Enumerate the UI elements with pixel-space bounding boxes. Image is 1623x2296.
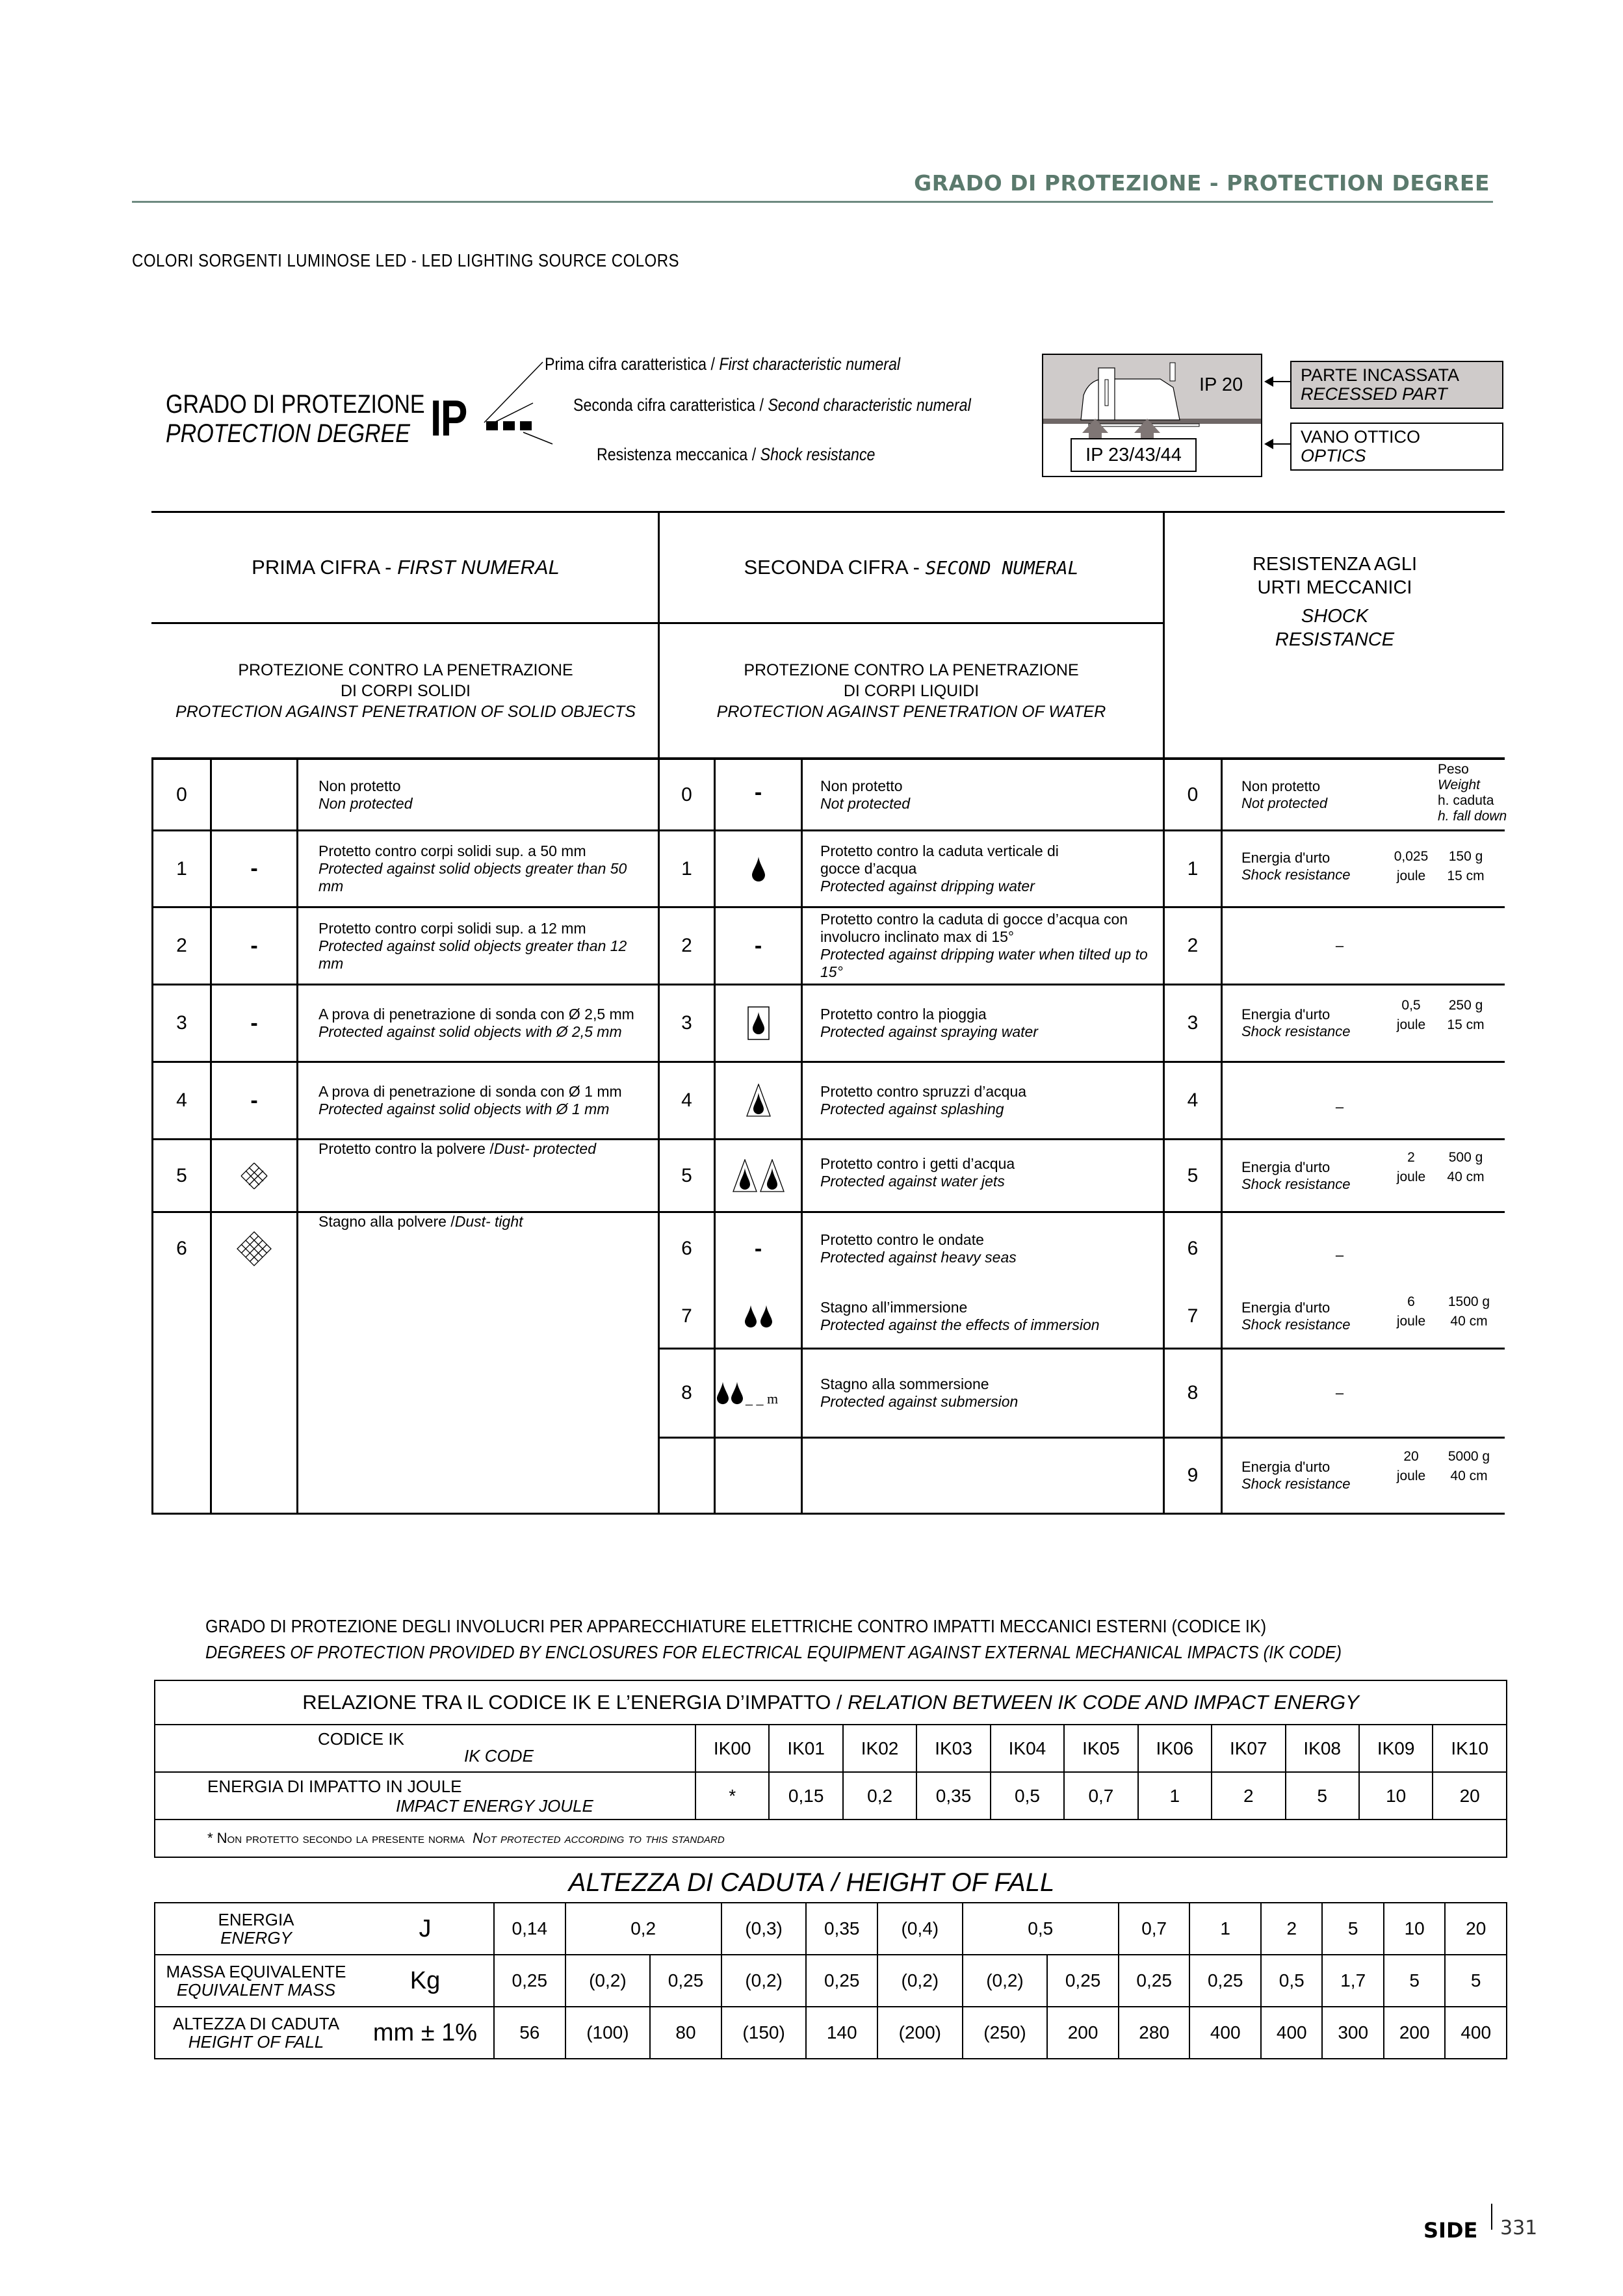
- page-number: 331: [1500, 2217, 1538, 2239]
- fall-mass: 0,25: [1047, 1955, 1119, 2007]
- dash-icon: -: [754, 779, 762, 805]
- drop-in-triangle-icon: [716, 1063, 801, 1138]
- ik-code: IK09: [1359, 1725, 1433, 1772]
- dust-tight-icon: [212, 1213, 296, 1285]
- shock-weight-height: 1500 g 40 cm: [1448, 1294, 1490, 1329]
- optics-rating-label: IP 23/43/44: [1071, 438, 1197, 472]
- ik-code: IK04: [991, 1725, 1064, 1772]
- ik-energy: 0,15: [769, 1772, 842, 1820]
- fall-energy: 5: [1322, 1903, 1383, 1955]
- fall-mass: 0,25: [1189, 1955, 1261, 2007]
- dash-icon: -: [250, 1010, 258, 1036]
- ik-codes-row: [155, 1725, 1507, 1772]
- shock-desc: Energia d'urto Shock resistance: [1241, 850, 1351, 883]
- fall-height: 400: [1261, 2007, 1322, 2059]
- dash-icon: -: [754, 1236, 762, 1261]
- liquid-desc: Protetto contro la caduta verticale di gocce d’acqua Protected against dripping water: [820, 842, 1059, 894]
- fall-mass: (0,2): [721, 1955, 807, 2007]
- solid-digit: 5: [176, 1164, 187, 1186]
- ik-code: IK00: [695, 1725, 769, 1772]
- shock-desc: Energia d'urto Shock resistance: [1241, 1299, 1351, 1333]
- liquid-digit: 8: [681, 1382, 692, 1403]
- page-subtitle: COLORI SORGENTI LUMINOSE LED - LED LIGHTING SOURCE COLORS: [132, 250, 680, 270]
- shock-none: –: [1335, 937, 1344, 954]
- liquid-digit: 4: [681, 1089, 692, 1111]
- fall-mass: 0,5: [1261, 1955, 1322, 2007]
- first-numeral-header: PRIMA CIFRA - FIRST NUMERAL: [252, 556, 560, 579]
- shock-column-legend: Peso Weight h. caduta h. fall down: [1438, 762, 1507, 824]
- fall-height: (150): [721, 2007, 807, 2059]
- ip-legend-second-numeral: Seconda cifra caratteristica / Second characteristic numeral: [573, 395, 971, 415]
- ip-legend-label-en: PROTECTION DEGREE: [166, 419, 410, 448]
- liquid-digit: 2: [681, 935, 692, 956]
- shock-digit: 7: [1187, 1305, 1199, 1327]
- ip-legend-first-numeral: Prima cifra caratteristica / First characteristic numeral: [545, 354, 901, 374]
- ip-code: IP: [430, 389, 467, 447]
- dash-icon: -: [250, 1088, 258, 1113]
- ik-energy: 1: [1138, 1772, 1212, 1820]
- fall-energy: 0,35: [806, 1903, 877, 1955]
- fall-energy: 1: [1189, 1903, 1261, 1955]
- second-numeral-header: SECONDA CIFRA - SECOND NUMERAL: [744, 556, 1079, 579]
- fall-mass: 5: [1384, 1955, 1445, 2007]
- liquid-desc: Stagno alla sommersione Protected against submersion: [820, 1376, 1019, 1410]
- solid-digit: 2: [176, 935, 187, 956]
- fall-height: 400: [1189, 2007, 1261, 2059]
- fall-mass: 0,25: [494, 1955, 565, 2007]
- solid-desc: Stagno alla polvere / Dust- tight: [318, 1213, 523, 1230]
- shock-weight-height: 250 g 15 cm: [1447, 998, 1485, 1032]
- solid-digit: 6: [176, 1238, 187, 1259]
- shock-none: –: [1335, 1247, 1344, 1263]
- ik-code: IK08: [1286, 1725, 1359, 1772]
- drop-in-square-icon: [716, 985, 801, 1061]
- fall-unit: J: [357, 1903, 494, 1955]
- shock-digit: 2: [1187, 935, 1199, 956]
- header-divider: [132, 201, 1493, 203]
- liquid-desc: Protetto contro spruzzi d’acqua Protected against splashing: [820, 1083, 1027, 1117]
- liquid-digit: 5: [681, 1164, 692, 1186]
- ik-code-label: CODICE IK IK CODE: [155, 1725, 695, 1772]
- shock-digit: 1: [1187, 857, 1199, 880]
- fall-mass: 5: [1445, 1955, 1507, 2007]
- liquid-digit: 1: [681, 857, 692, 880]
- ik-footnote: * Non protetto secondo la presente norma Not protected according to this standard: [155, 1820, 1507, 1857]
- ik-energy: 2: [1212, 1772, 1285, 1820]
- fall-mass: 0,25: [1119, 1955, 1190, 2007]
- dust-protected-icon: [212, 1140, 296, 1211]
- fall-height: 200: [1047, 2007, 1119, 2059]
- solid-desc: Protetto contro corpi solidi sup. a 12 mm Protected against solid objects greater than 12 mm: [318, 919, 627, 972]
- shock-desc: Non protetto Not protected: [1241, 777, 1328, 811]
- shock-energy: 6 joule: [1396, 1294, 1426, 1329]
- solid-desc: A prova di penetrazione di sonda con Ø 2,5 mm Protected against solid objects with Ø 2,5 mm: [318, 1006, 634, 1040]
- shock-desc: Energia d'urto Shock resistance: [1241, 1006, 1351, 1039]
- shock-energy: 2 joule: [1396, 1150, 1426, 1184]
- liquid-digit: 3: [681, 1012, 692, 1034]
- liquid-desc: Protetto contro le ondate Protected against heavy seas: [820, 1231, 1017, 1266]
- ik-title-it: GRADO DI PROTEZIONE DEGLI INVOLUCRI PER APPARECCHIATURE ELETTRICHE CONTRO IMPATTI MECCANICI ESTERNI (CODICE IK): [205, 1616, 1267, 1636]
- fall-row-label: ENERGIA ENERGY: [155, 1903, 357, 1955]
- fall-height: 200: [1384, 2007, 1445, 2059]
- fall-height: 140: [806, 2007, 877, 2059]
- fall-mass: 1,7: [1322, 1955, 1383, 2007]
- dash-icon: -: [250, 856, 258, 881]
- ik-code: IK05: [1064, 1725, 1137, 1772]
- footer-divider: [1491, 2204, 1492, 2230]
- fall-energy: 0,2: [565, 1903, 721, 1955]
- ik-code: IK06: [1138, 1725, 1212, 1772]
- dash-icon: -: [754, 933, 762, 958]
- fall-height: 400: [1445, 2007, 1507, 2059]
- shock-digit: 3: [1187, 1012, 1199, 1034]
- shock-energy: 20 joule: [1396, 1449, 1426, 1483]
- solid-desc: Protetto contro la polvere / Dust- protected: [318, 1140, 597, 1157]
- two-drops-meters-icon: _ _ m: [717, 1350, 801, 1437]
- fall-energy: 0,5: [963, 1903, 1119, 1955]
- ik-code: IK10: [1433, 1725, 1507, 1772]
- fall-height: 280: [1119, 2007, 1190, 2059]
- fall-height: 56: [494, 2007, 565, 2059]
- shock-weight-height: 5000 g 40 cm: [1448, 1449, 1490, 1483]
- fall-height: (100): [565, 2007, 651, 2059]
- fall-unit: Kg: [357, 1955, 494, 2007]
- fall-mass-row: [155, 1955, 1507, 2007]
- dash-icon: -: [250, 933, 258, 958]
- ik-title-en: DEGREES OF PROTECTION PROVIDED BY ENCLOSURES FOR ELECTRICAL EQUIPMENT AGAINST EXTERNAL MECHANICAL IMPACTS (IK CODE): [205, 1642, 1342, 1662]
- ik-energy: 20: [1433, 1772, 1507, 1820]
- fall-height: 80: [650, 2007, 721, 2059]
- fall-energy: 20: [1445, 1903, 1507, 1955]
- liquid-digit: 7: [681, 1305, 692, 1327]
- solid-digit: 3: [176, 1012, 187, 1034]
- fall-mass: 0,25: [806, 1955, 877, 2007]
- shock-digit: 5: [1187, 1164, 1199, 1186]
- liquid-digit: 6: [681, 1238, 692, 1259]
- ik-energy: 0,5: [991, 1772, 1064, 1820]
- shock-desc: Energia d'urto Shock resistance: [1241, 1158, 1351, 1192]
- recessed-part-callout: PARTE INCASSATA RECESSED PART: [1290, 361, 1503, 409]
- shock-weight-height: 500 g 40 cm: [1447, 1150, 1485, 1184]
- optics-callout: VANO OTTICO OPTICS: [1290, 423, 1503, 471]
- callout-arrows: [1264, 374, 1292, 458]
- ik-code: IK07: [1212, 1725, 1285, 1772]
- solid-digit: 1: [176, 857, 187, 880]
- fall-height-row: [155, 2007, 1507, 2059]
- shock-resistance-header: RESISTENZA AGLI URTI MECCANICI SHOCK RESISTANCE: [1252, 554, 1418, 650]
- solid-desc: Protetto contro corpi solidi sup. a 50 mm Protected against solid objects greater than 50 mm: [318, 842, 627, 894]
- solid-digit: 4: [176, 1089, 187, 1111]
- shock-energy: 0,025 joule: [1394, 849, 1429, 883]
- fall-height: (250): [963, 2007, 1048, 2059]
- liquid-desc: Protetto contro la caduta di gocce d’acqua con involucro inclinato max di 15° Protected against dripping water when tilted up to 15°: [820, 911, 1148, 980]
- ik-energy: 0,7: [1064, 1772, 1137, 1820]
- recessed-luminaire-diagram: [1042, 354, 1262, 477]
- shock-desc: Energia d'urto Shock resistance: [1241, 1459, 1351, 1492]
- ik-code-table: [154, 1680, 1507, 1858]
- ip-legend-label-it: GRADO DI PROTEZIONE: [166, 390, 425, 419]
- fall-mass: (0,2): [877, 1955, 963, 2007]
- fall-energy: (0,4): [877, 1903, 963, 1955]
- fall-mass: 0,25: [650, 1955, 721, 2007]
- ik-code: IK02: [843, 1725, 916, 1772]
- shock-weight-height: 150 g 15 cm: [1447, 849, 1485, 883]
- liquids-subheader: PROTEZIONE CONTRO LA PENETRAZIONE DI CORPI LIQUIDI PROTECTION AGAINST PENETRATION OF WATER: [716, 660, 1106, 721]
- height-of-fall-table: [154, 1902, 1507, 2059]
- shock-digit: 4: [1187, 1089, 1199, 1111]
- fall-height: (200): [877, 2007, 963, 2059]
- shock-energy: 0,5 joule: [1396, 998, 1426, 1032]
- ik-table-title: RELAZIONE TRA IL CODICE IK E L’ENERGIA D’IMPATTO / RELATION BETWEEN IK CODE AND IMPACT ENERGY: [155, 1680, 1507, 1725]
- fall-mass: (0,2): [565, 1955, 651, 2007]
- shock-none: –: [1335, 1385, 1344, 1401]
- fall-mass: (0,2): [963, 1955, 1048, 2007]
- shock-digit: 8: [1187, 1382, 1199, 1403]
- two-drops-icon: [716, 1285, 801, 1348]
- solid-desc: A prova di penetrazione di sonda con Ø 1 mm Protected against solid objects with Ø 1 mm: [318, 1083, 622, 1117]
- fall-energy: 10: [1384, 1903, 1445, 1955]
- ip20-label: IP 20: [1199, 374, 1243, 395]
- shock-digit: 0: [1187, 783, 1199, 805]
- liquid-desc: Protetto contro i getti d’acqua Protected against water jets: [820, 1155, 1015, 1190]
- fall-row-label: MASSA EQUIVALENTE EQUIVALENT MASS: [155, 1955, 357, 2007]
- fall-energy: 0,14: [494, 1903, 565, 1955]
- fall-row-label: ALTEZZA DI CADUTA HEIGHT OF FALL: [155, 2007, 357, 2059]
- ip-legend-shock-resistance: Resistenza meccanica / Shock resistance: [597, 445, 876, 464]
- ik-code: IK03: [916, 1725, 990, 1772]
- liquid-desc: Non protetto Not protected: [820, 777, 911, 812]
- two-drops-in-triangles-icon: [716, 1140, 801, 1211]
- shock-none: –: [1335, 1099, 1344, 1115]
- height-of-fall-title: ALTEZZA DI CADUTA / HEIGHT OF FALL: [568, 1868, 1055, 1897]
- page-section-title: GRADO DI PROTEZIONE - PROTECTION DEGREE: [914, 170, 1490, 196]
- ik-energy: 0,35: [916, 1772, 990, 1820]
- fall-energy: 2: [1261, 1903, 1322, 1955]
- liquid-desc: Stagno all’immersione Protected against the effects of immersion: [820, 1298, 1100, 1333]
- fall-energy: 0,7: [1119, 1903, 1190, 1955]
- ik-energy-row: [155, 1772, 1507, 1820]
- fall-energy: (0,3): [721, 1903, 807, 1955]
- ik-energy: 0,2: [843, 1772, 916, 1820]
- liquid-digit: 0: [681, 783, 692, 805]
- ik-energy: 10: [1359, 1772, 1433, 1820]
- fall-unit: mm ± 1%: [357, 2007, 494, 2059]
- ik-energy: 5: [1286, 1772, 1359, 1820]
- ik-code: IK01: [769, 1725, 842, 1772]
- ik-energy: *: [695, 1772, 769, 1820]
- liquid-desc: Protetto contro la pioggia Protected against spraying water: [820, 1006, 1038, 1040]
- solid-digit: 0: [176, 783, 187, 805]
- shock-digit: 9: [1187, 1465, 1199, 1486]
- fall-height: 300: [1322, 2007, 1383, 2059]
- solid-desc: Non protetto Non protected: [318, 777, 413, 812]
- fall-energy-row: [155, 1903, 1507, 1955]
- solids-subheader: PROTEZIONE CONTRO LA PENETRAZIONE DI CORPI SOLIDI PROTECTION AGAINST PENETRATION OF SOLID OBJECTS: [175, 660, 636, 721]
- brand-name: SIDE: [1423, 2218, 1478, 2243]
- ik-energy-label: ENERGIA DI IMPATTO IN JOULE IMPACT ENERGY JOULE: [155, 1772, 695, 1820]
- water-drop-icon: [716, 831, 801, 906]
- shock-digit: 6: [1187, 1238, 1199, 1259]
